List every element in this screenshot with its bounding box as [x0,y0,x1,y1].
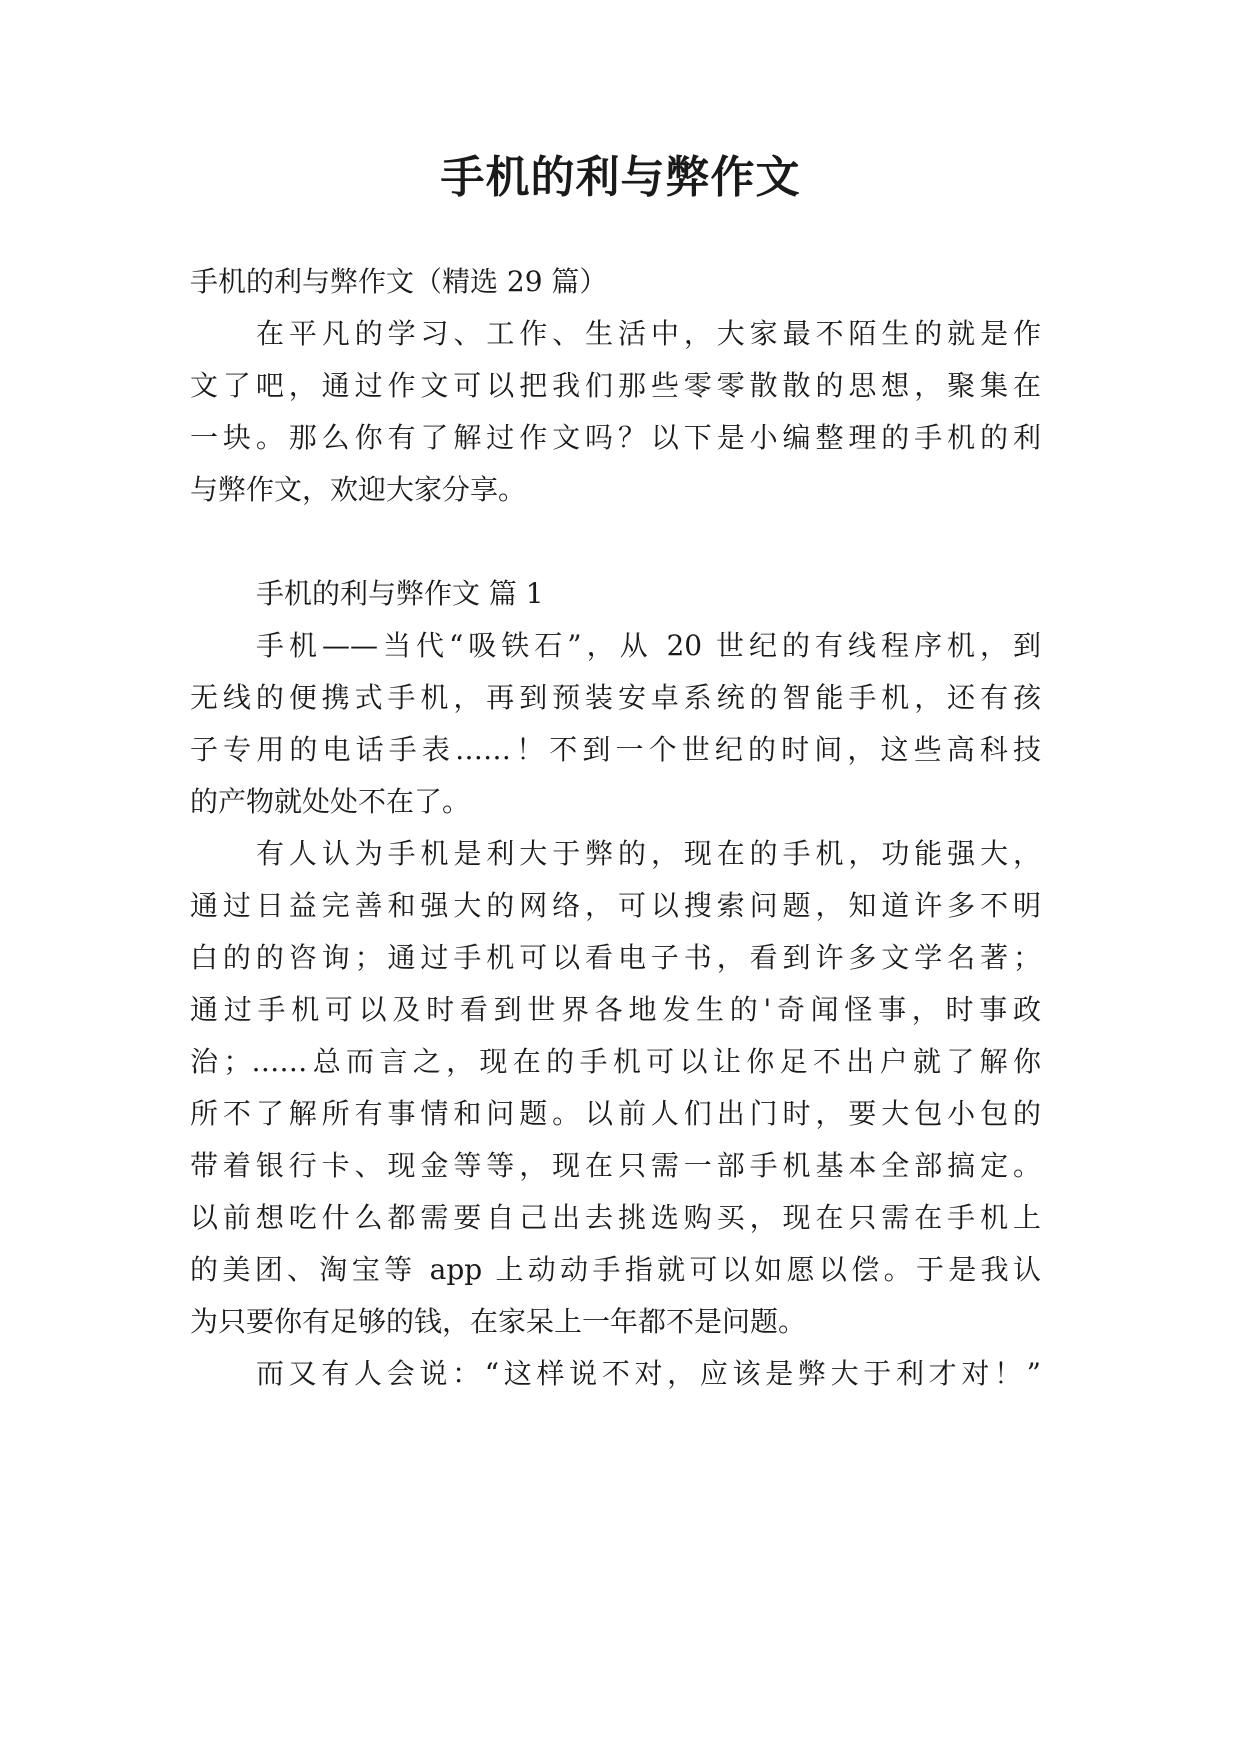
paragraph3-line: 而又有人会说：“这样说不对，应该是弊大于利才对！” [256,1357,1041,1390]
intro-line: 与弊作文，欢迎大家分享。 [190,473,527,506]
paragraph2-line: 的美团、淘宝等 app 上动动手指就可以如愿以偿。于是我认 [190,1253,1041,1286]
paragraph2-line: 带着银行卡、现金等等，现在只需一部手机基本全部搞定。 [190,1149,1041,1182]
intro-line: 一块。那么你有了解过作文吗？以下是小编整理的手机的利 [190,421,1041,454]
paragraph1-line: 的产物就处处不在了。 [190,785,471,818]
document-subtitle: 手机的利与弊作文（精选 29 篇） [190,265,608,298]
intro-line: 在平凡的学习、工作、生活中，大家最不陌生的就是作 [256,317,1041,350]
document-title: 手机的利与弊作文 [440,152,801,203]
paragraph1-line: 子专用的电话手表……！不到一个世纪的时间，这些高科技 [190,733,1041,766]
paragraph1-line: 手机——当代“吸铁石”，从 20 世纪的有线程序机，到 [256,629,1041,662]
paragraph2-line: 以前想吃什么都需要自己出去挑选购买，现在只需在手机上 [190,1201,1041,1234]
intro-line: 文了吧，通过作文可以把我们那些零零散散的思想，聚集在 [190,369,1041,402]
paragraph1-line: 无线的便携式手机，再到预装安卓系统的智能手机，还有孩 [190,681,1041,714]
paragraph2-line: 为只要你有足够的钱，在家呆上一年都不是问题。 [190,1305,807,1338]
paragraph2-line: 通过手机可以及时看到世界各地发生的'奇闻怪事，时事政 [190,993,1041,1026]
paragraph2-line: 所不了解所有事情和问题。以前人们出门时，要大包小包的 [190,1097,1041,1130]
paragraph2-line: 有人认为手机是利大于弊的，现在的手机，功能强大， [256,837,1041,870]
section-heading: 手机的利与弊作文 篇 1 [256,577,544,610]
paragraph2-line: 治；……总而言之，现在的手机可以让你足不出户就了解你 [190,1045,1041,1078]
paragraph2-line: 通过日益完善和强大的网络，可以搜索问题，知道许多不明 [190,889,1041,922]
paragraph2-line: 白的的咨询；通过手机可以看电子书，看到许多文学名著； [190,941,1041,974]
